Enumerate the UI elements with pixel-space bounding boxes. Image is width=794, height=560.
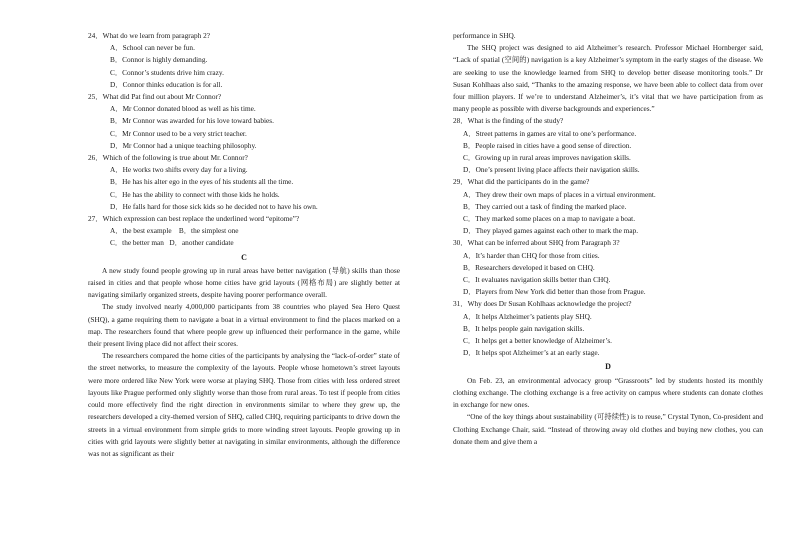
passage-continuation: performance in SHQ. bbox=[453, 31, 516, 40]
section-heading-c: C bbox=[241, 252, 247, 262]
option: D．Mr Connor had a unique teaching philosophy. bbox=[110, 140, 257, 150]
option: B．They carried out a task of finding the marked place. bbox=[463, 201, 627, 211]
option: C．It evaluates navigation skills better than CHQ. bbox=[463, 275, 611, 285]
option-row: A．the best example B．the simplest one bbox=[110, 226, 239, 236]
option: B．Mr Connor was awarded for his love toward babies. bbox=[110, 116, 274, 126]
option: A．School can never be fun. bbox=[110, 43, 195, 53]
option: D．He falls hard for those sick kids so he decided not to have his own. bbox=[110, 201, 318, 211]
question-25: 25．What did Pat find out about Mr Connor? bbox=[88, 92, 222, 102]
passage-paragraph: On Feb. 23, an environmental advocacy group “Grassroots” led by students hosted its monthly clothing exchange. The clothing exchange is a free activity on campus where students can donate clothes in exchange for new ones. bbox=[453, 375, 763, 410]
option: B．Researchers developed it based on CHQ. bbox=[463, 262, 595, 272]
left-column bbox=[88, 30, 400, 460]
option: B．It helps people gain navigation skills. bbox=[463, 323, 585, 333]
option: D．They played games against each other to mark the map. bbox=[463, 226, 639, 236]
option: B．He has his alter ego in the eyes of his students all the time. bbox=[110, 177, 294, 187]
option: C．He has the ability to connect with those kids he holds. bbox=[110, 189, 280, 199]
option: C．Connor’s students drive him crazy. bbox=[110, 67, 224, 77]
question-26: 26．Which of the following is true about Mr. Connor? bbox=[88, 153, 248, 163]
option: D．Connor thinks education is for all. bbox=[110, 79, 223, 89]
option: D．It helps spot Alzheimer’s at an early stage. bbox=[463, 348, 600, 358]
option: C．Mr Connor used to be a very strict teacher. bbox=[110, 128, 247, 138]
option-row: C．the better man D．another candidate bbox=[110, 238, 234, 248]
option: A．They drew their own maps of places in a virtual environment. bbox=[463, 189, 656, 199]
option: C．It helps get a better knowledge of Alzheimer’s. bbox=[463, 336, 613, 346]
option: D．Players from New York did better than those from Prague. bbox=[463, 287, 646, 297]
question-28: 28．What is the finding of the study? bbox=[453, 116, 564, 126]
question-31: 31．Why does Dr Susan Kohlhaas acknowledge the project? bbox=[453, 299, 632, 309]
option: C．Growing up in rural areas improves navigation skills. bbox=[463, 153, 631, 163]
option: A．It’s harder than CHQ for those from cities. bbox=[463, 250, 600, 260]
question-30: 30．What can be inferred about SHQ from Paragraph 3? bbox=[453, 238, 620, 248]
option: C．They marked some places on a map to navigate a boat. bbox=[463, 214, 636, 224]
option: A．He works two shifts every day for a living. bbox=[110, 165, 248, 175]
passage-paragraph: The researchers compared the home cities of the participants by analysing the “lack-of-order” state of the street networks, to measure the complexity of the layouts. People whose hometown’s street layouts were more ordered like New York were worse at playing SHQ. Those from cities with less ordered street layouts like Prague performed only slightly worse than those from rural areas. To test if people from cities could more effectively find the right direction in environments similar to where they grew up, the researchers developed a city-themed version of SHQ, called CHQ, requiring participants to drive down the streets in a virtual environment from simple grids to more winding street layouts. People growing up in cities with grid layouts were slightly better at navigating in similar environments, although the difference was not as significant as their bbox=[88, 351, 400, 458]
option: A．Mr Connor donated blood as well as his time. bbox=[110, 104, 256, 114]
passage-paragraph: A new study found people growing up in rural areas have better navigation (导航) skills than those raised in cities and that people whose home cities have grid layouts (网格布局) are slightly better at navigating similarly organized streets, despite having poorer performance overall. bbox=[88, 265, 400, 300]
question-24: 24．What do we learn from paragraph 2? bbox=[88, 31, 210, 40]
right-column bbox=[453, 30, 763, 448]
passage-paragraph: The SHQ project was designed to aid Alzheimer’s research. Professor Michael Hornberger said, “Lack of spatial (空间的) navigation is a key Alzheimer’s symptom in the early stages of the disease. We are seeking to use the knowledge learned from SHQ to develop better disease monitoring tools.” Dr Susan Kohlhaas also said, “Thanks to the amazing response, we have been able to collect data from over four million players. If we’re to understand Alzheimer’s, it’s vital that we have participation from as many people as possible with diverse backgrounds and experiences.” bbox=[453, 43, 763, 114]
question-27: 27．Which expression can best replace the underlined word “epitome”? bbox=[88, 214, 300, 224]
passage-paragraph: The study involved nearly 4,000,000 participants from 38 countries who played Sea Hero Quest (SHQ), a game requiring them to navigate a boat in a virtual environment to find the places marked on a map. The researchers found that where people grew up influenced their performance in the game, while their present living place did not affect their scores. bbox=[88, 302, 400, 349]
question-29: 29．What did the participants do in the game? bbox=[453, 177, 590, 187]
option: D．One’s present living place affects their navigation skills. bbox=[463, 165, 640, 175]
option: B．People raised in cities have a good sense of direction. bbox=[463, 140, 632, 150]
option: B．Connor is highly demanding. bbox=[110, 55, 208, 65]
section-heading-d: D bbox=[605, 362, 611, 372]
option: A．It helps Alzheimer’s patients play SHQ. bbox=[463, 311, 592, 321]
passage-paragraph: “One of the key things about sustainability (可持续性) is to reuse,” Crystal Tynon, Co-president and Clothing Exchange Chair, said. “Instead of throwing away old clothes and buying new clothes, you can donate them and give them a bbox=[453, 412, 763, 446]
option: A．Street patterns in games are vital to one’s performance. bbox=[463, 128, 637, 138]
